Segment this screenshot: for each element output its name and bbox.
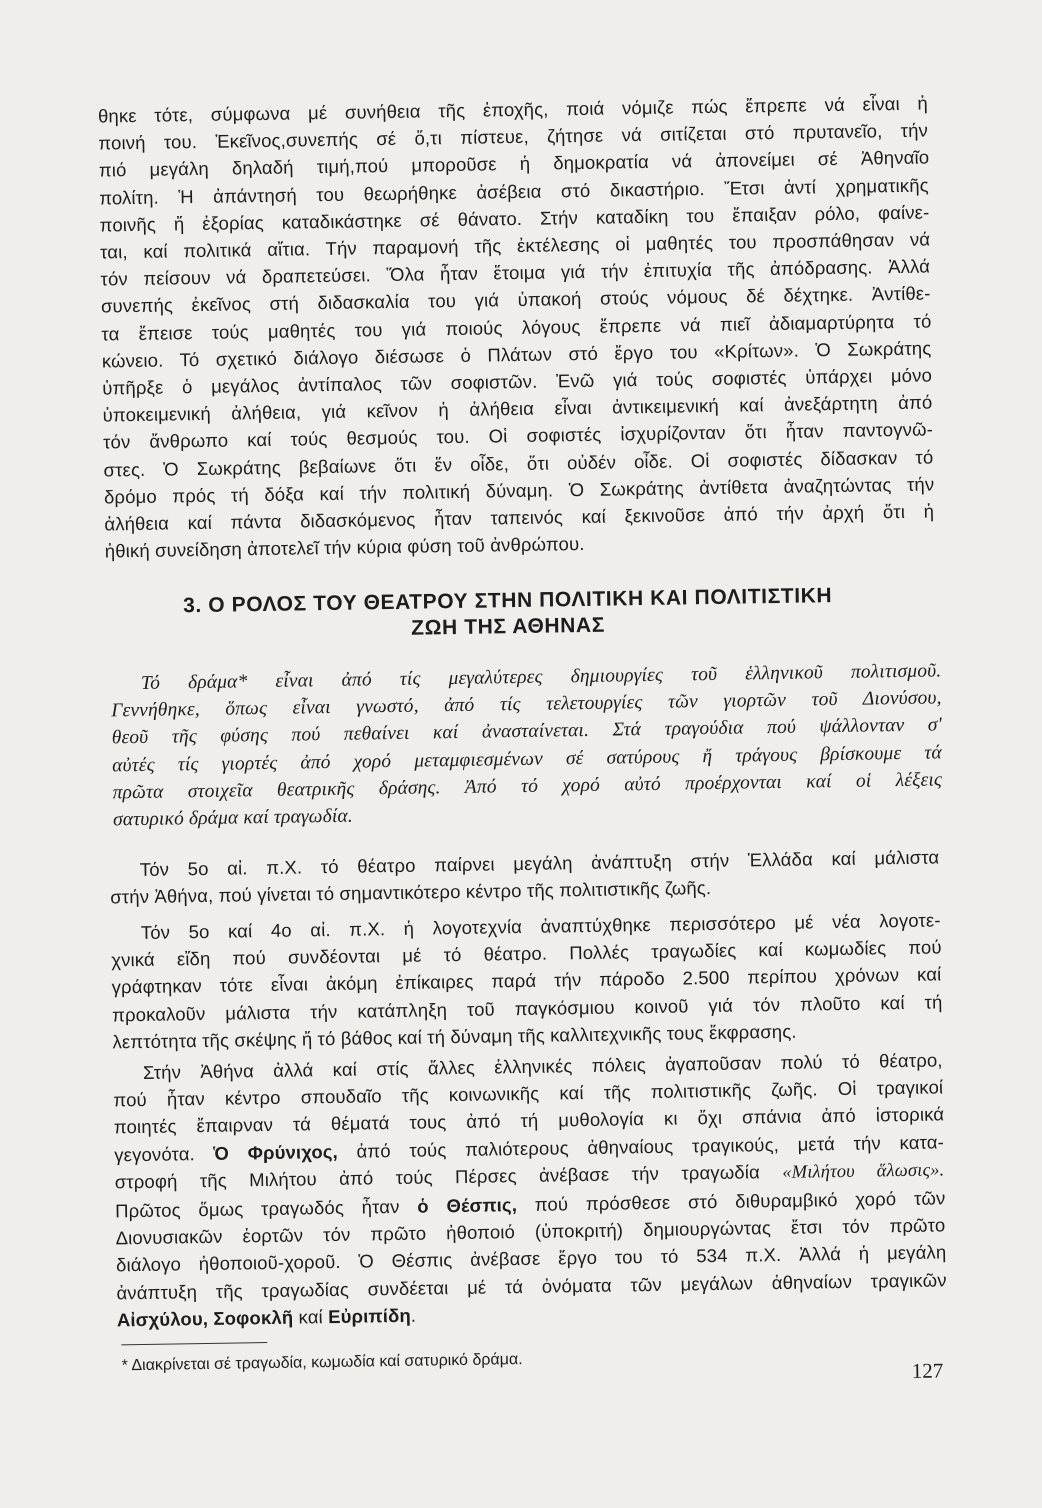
text-run: ἀπό τούς παλιότερους ἀθηναίους τραγικούς, μετά τήν κατα- — [337, 1131, 945, 1162]
text-run: πού πρόσθεσε στό διθυραμβικό χορό τῶν — [516, 1187, 946, 1216]
text-line: ἀνάπτυξη τῆς τραγωδίας συνδέεται μέ τά ὀνόματα τῶν μεγάλων ἀθηναίων τραγικῶν — [116, 1268, 947, 1304]
text-line: κώνειο. Τό σχετικό διάλογο διέσωσε ὁ Πλάτων στό ἔργο του «Κρίτων». Ὁ Σωκράτης — [101, 337, 932, 372]
text-line: Διονυσιακῶν ἑορτῶν τόν πρῶτο ἠθοποιό (ὑποκριτή) δημιουργώντας ἔτσι τόν πρῶτο — [115, 1214, 946, 1249]
text-line: σατυρικό δράμα καί τραγωδία. — [112, 805, 353, 831]
text-run: γεγονότα. — [114, 1142, 214, 1166]
text-line: ποινῆς ἤ ἐξορίας καταδικάστηκε σέ θάνατο. Στήν καταδίκη του ἔπαιξαν ρόλο, φαίνε- — [99, 201, 930, 236]
text-line: ἀλήθεια καί πάντα διδασκόμενος ἦταν ταπεινός καί ξεκινοῦσε ἀπό τήν ἀρχή ὅτι ἡ — [104, 500, 935, 535]
text-line: ποιητές ἔπαιρναν τά θέματά τους ἀπό τή μυθολογία κι ὄχι σπάνια ἀπό ἱστορικά — [113, 1103, 945, 1138]
text-line: θεοῦ τῆς φύσης πού πεθαίνει καί ἀνασταίνεται. Στά τραγούδια πού ψάλλονταν σ' — [111, 714, 943, 749]
paragraph-literature — [111, 906, 943, 1055]
paragraph-5th-century — [110, 843, 941, 910]
paragraph-text — [107, 657, 943, 833]
text-line: αὐτές τίς γιορτές ἀπό χορό μεταμφιεσμένων σέ σατύρους ἤ τράγους βρίσκουμε τά — [112, 741, 942, 777]
text-run: . — [410, 1304, 417, 1326]
text-line: προκαλοῦν μάλιστα τήν κατάπληξη τοῦ παγκόσμιου κοινοῦ γιά τόν πλοῦτο καί τή — [111, 991, 943, 1026]
name-thespis: ὁ Θέσπις, — [417, 1194, 518, 1217]
paragraph-socrates — [98, 90, 935, 565]
page-number: 127 — [911, 1358, 944, 1383]
text-line: ὑπῆρξε ὁ μεγάλος ἀντίπαλος τῶν σοφιστῶν. Ἐνῶ γιά τούς σοφιστές ὑπάρχει μόνο — [102, 364, 933, 399]
text-line: τα ἔπεισε τούς μαθητές του γιά ποιούς λόγους ἔπρεπε νά πιεῖ ἀδιαμαρτύρητα τό — [101, 310, 932, 345]
text-line: ὑποκειμενική ἀλήθεια, γιά κεῖνον ἡ ἀλήθεια εἶναι ἀντικειμενική καί ἀνεξάρτητη ἀπό — [102, 391, 933, 426]
text-run: στροφή τῆς Μιλήτου ἀπό τούς Πέρσες ἀνέβασε τήν τραγωδία — [114, 1160, 783, 1193]
text-line: θηκε τότε, σύμφωνα μέ συνήθεια τῆς ἐποχῆς, ποιά νόμιζε πώς ἔπρεπε νά εἶναι ἡ — [97, 92, 929, 127]
section-heading — [138, 582, 879, 646]
paragraph-text — [113, 1046, 947, 1333]
footnote-divider — [121, 1342, 267, 1345]
text-line: Τό δράμα* εἶναι ἀπό τίς μεγαλύτερες δημιουργίες τοῦ ἑλληνικοῦ πολιτισμοῦ. — [140, 660, 942, 694]
title-miletus: «Μιλήτου ἅλωσις». — [782, 1160, 945, 1183]
text-line: ἠθική συνείδηση ἀποτελεῖ τήν κύρια φύση τοῦ ἀνθρώπου. — [104, 533, 585, 562]
paragraph-text — [98, 90, 935, 565]
name-euripides: Εὐριπίδη — [327, 1304, 411, 1327]
heading-line-2: ΖΩΗ ΤΗΣ ΑΘΗΝΑΣ — [411, 613, 606, 640]
text-line: πού ἦταν κέντρο σπουδαῖο τῆς κοινωνικῆς καί τῆς πολιτιστικῆς ζωῆς. Οἱ τραγικοί — [113, 1076, 944, 1111]
text-run: Πρῶτος ὅμως τραγωδός ἦταν — [115, 1195, 418, 1222]
footnote: * Διακρίνεται σέ τραγωδία, κωμωδία καί σατυρικό δράμα. — [121, 1351, 523, 1375]
text-line: Τόν 5ο αἰ. π.Χ. τό θέατρο παίρνει μεγάλη ἀνάπτυξη στήν Ἑλλάδα καί μάλιστα — [139, 846, 940, 880]
text-line: δρόμο πρός τή δόξα καί τήν πολιτική δύναμη. Ὁ Σωκράτης ἀντίθετα ἀναζητώντας τήν — [103, 473, 935, 508]
text-line: στες. Ὁ Σωκράτης βεβαίωνε ὅτι ἕν οἶδε, ὅτι οὐδέν οἶδε. Οἱ σοφιστές δίδασκαν τό — [103, 446, 934, 481]
text-line: Στήν Ἀθήνα ἀλλά καί στίς ἄλλες ἑλληνικές πόλεις ἀγαποῦσαν πολύ τό θέατρο, — [142, 1049, 943, 1083]
text-line: Γεννήθηκε, ὅπως εἶναι γνωστό, ἀπό τίς τελετουργίες τῶν γιορτῶν τοῦ Διονύσου, — [111, 687, 942, 722]
text-line: χνικά εἴδη πού συνδέονται μέ τό θέατρο. Πολλές τραγωδίες καί κωμωδίες πού — [111, 936, 942, 971]
text-line: τόν ἄνθρωπο καί τούς θεσμούς του. Οἱ σοφιστές ἰσχυρίζονταν ὅτι ἦταν παντογνῶ- — [102, 418, 934, 453]
paragraph-text — [110, 843, 941, 910]
text-line: πιό μεγάλη δηλαδή τιμή,πού μποροῦσε ἡ δημοκρατία νά ἀπονείμει σέ Ἀθηναῖο — [98, 146, 930, 181]
names-aeschylus-sophocles: Αἰσχύλου, Σοφοκλῆ — [116, 1306, 294, 1331]
text-line: ται, καί πολιτικά αἴτια. Τήν παραμονή τῆς ἐκτέλεσης οἱ μαθητές του προσπάθησαν νά — [99, 228, 931, 263]
name-phrynichus: Ὁ Φρύνιχος, — [213, 1140, 339, 1164]
text-line: πρῶτα στοιχεῖα θεατρικῆς δράσης. Ἀπό τό χορό αὐτό προέρχονται καί οἱ λέξεις — [112, 769, 943, 804]
text-line: τόν πείσουν νά δραπετεύσει. Ὅλα ἦταν ἕτοιμα γιά τήν ἐπιτυχία τῆς ἀπόδρασης. Ἀλλά — [100, 255, 931, 290]
text-line: γράφτηκαν τότε εἶναι ἀκόμη ἐπίκαιρες παρά τήν πάροδο 2.500 περίπου χρόνων καί — [111, 963, 942, 998]
paragraph-text — [111, 906, 943, 1055]
intro-italic-paragraph — [107, 657, 943, 833]
text-line: Τόν 5ο καί 4ο αἰ. π.Χ. ἡ λογοτεχνία ἀναπτύχθηκε περισσότερο μέ νέα λογοτε- — [140, 909, 941, 943]
text-line: ποινή του. Ἐκεῖνος,συνεπής σέ ὅ,τι πίστευε, ζήτησε νά σιτίζεται στό πρυτανεῖο, τήν — [98, 119, 929, 154]
text-run: καί — [293, 1305, 329, 1328]
heading-line-1: 3. Ο ΡΟΛΟΣ ΤΟΥ ΘΕΑΤΡΟΥ ΣΤΗΝ ΠΟΛΙΤΙΚΗ ΚΑΙ ΠΟΛΙΤΙΣΤΙΚΗ — [182, 584, 833, 618]
text-line: πολίτη. Ἡ ἀπάντησή του θεωρήθηκε ἀσέβεια στό δικαστήριο. Ἔτσι ἀντί χρηματικῆς — [99, 174, 929, 209]
text-line: στήν Ἀθήνα, πού γίνεται τό σημαντικότερο κέντρο τῆς πολιτιστικῆς ζωῆς. — [110, 877, 712, 908]
text-line: διάλογο ἠθοποιοῦ-χοροῦ. Ὁ Θέσπις ἀνέβασε ἔργο του τό 534 π.Χ. Ἀλλά ἡ μεγάλη — [115, 1241, 947, 1276]
text-line: συνεπής ἐκεῖνος στή διδασκαλία του γιά ὑπακοή στούς νόμους δέ δέχτηκε. Ἀντίθε- — [100, 282, 931, 317]
text-line: λεπτότητα τῆς σκέψης ἤ τό βάθος καί τή δύναμη τῆς καλλιτεχνικῆς τους ἔκφρασης. — [112, 1020, 797, 1053]
paragraph-tragedy — [113, 1046, 947, 1333]
